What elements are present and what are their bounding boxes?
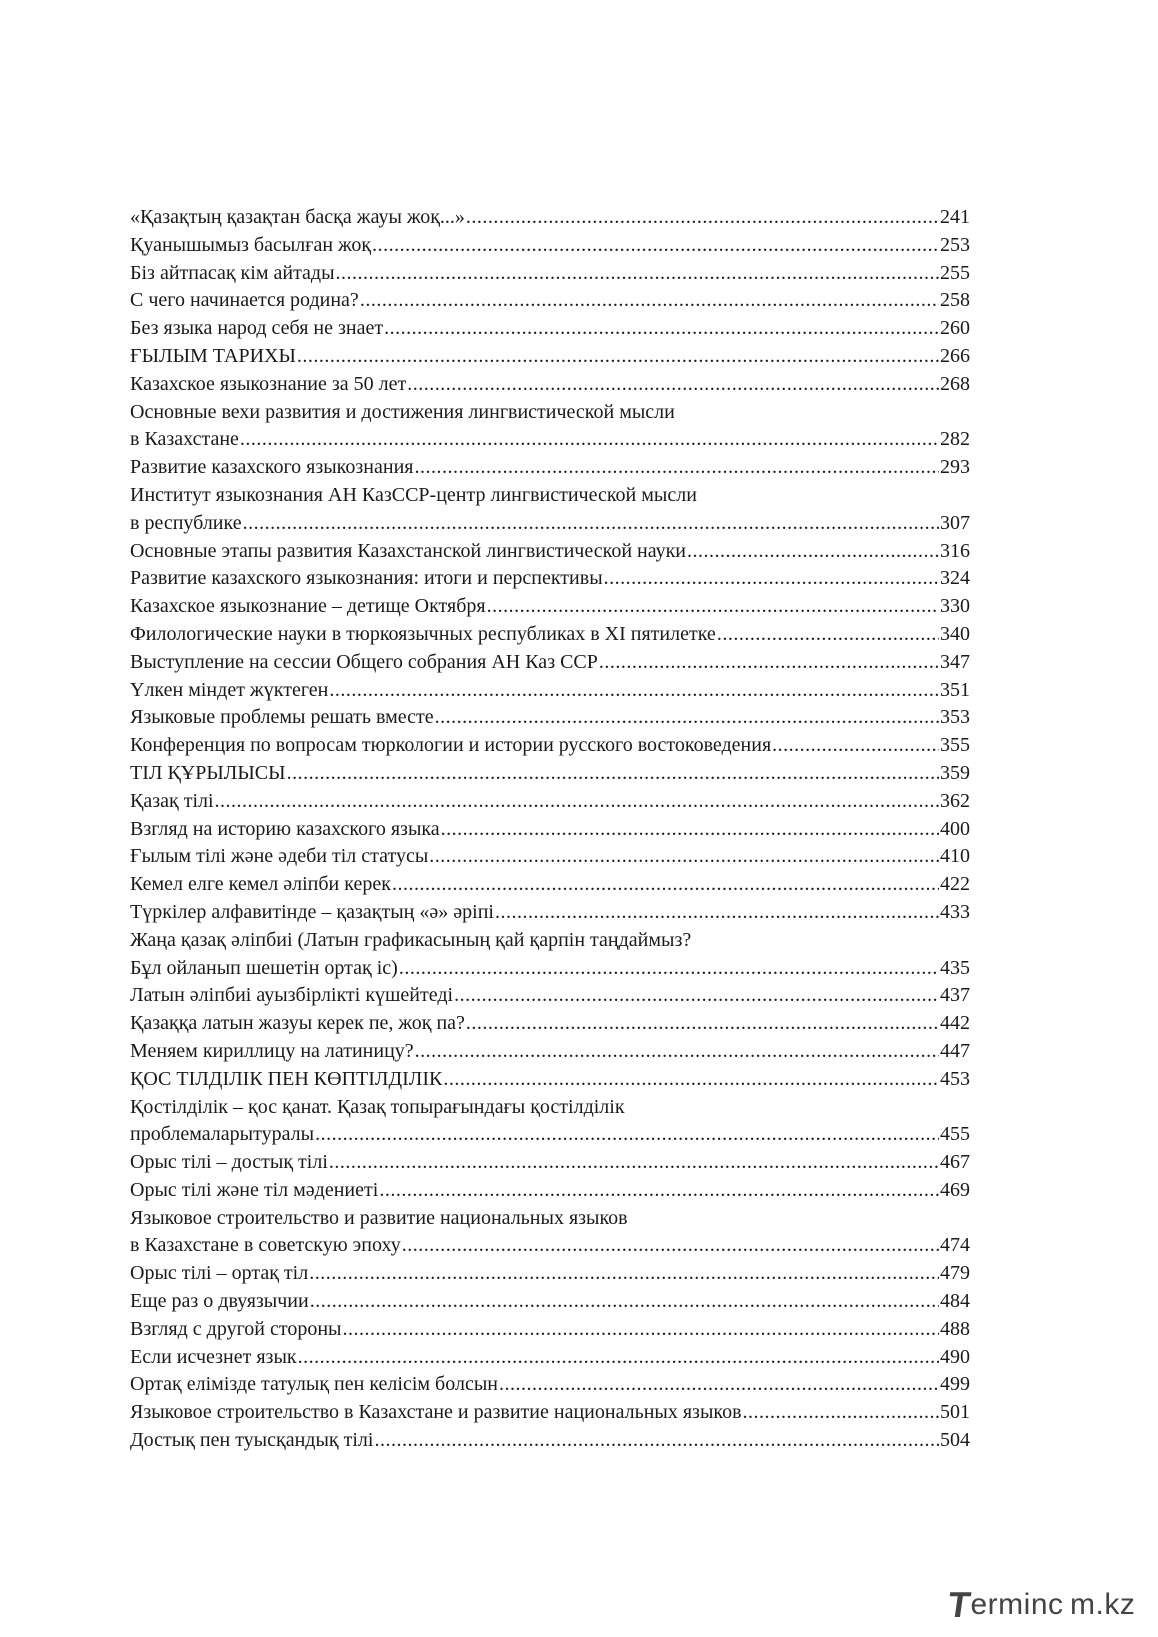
dot-leader [336, 260, 939, 288]
toc-entry [130, 677, 970, 705]
dot-leader [310, 1288, 939, 1316]
toc-entry-title: Орыс тілі – ортақ тіл [130, 1262, 309, 1285]
toc-entry-page: 469 [940, 1178, 970, 1201]
toc-entry-title: Основные вехи развития и достижения лингвистической мысли [130, 400, 675, 423]
toc-entry [130, 315, 970, 343]
dot-leader [329, 1149, 939, 1177]
dot-leader [215, 788, 939, 816]
toc-entry-page: 474 [940, 1234, 970, 1257]
toc-entry-title: Казахское языкознание – детище Октября [130, 595, 486, 618]
toc-entry-page: 435 [940, 956, 970, 979]
toc-entry-page: 351 [940, 678, 970, 701]
toc-entry-page: 433 [940, 900, 970, 923]
toc-entry-page: 266 [940, 344, 970, 367]
toc-entry [130, 565, 970, 593]
toc-entry-title: ҚОС ТІЛДІЛІК ПЕН КӨПТІЛДІЛІК [130, 1067, 443, 1090]
toc-entry-page: 362 [940, 789, 970, 812]
toc-entry [130, 788, 970, 816]
toc-entry [130, 1205, 970, 1233]
toc-entry-title: Конференция по вопросам тюркологии и истории русского востоковедения [130, 734, 772, 757]
toc-entry-page: 410 [940, 845, 970, 868]
toc-entry-page: 479 [940, 1262, 970, 1285]
toc-entry-title: Языковые проблемы решать вместе [130, 706, 434, 729]
termincom-logo [945, 1584, 1136, 1625]
toc-entry [130, 899, 970, 927]
toc-entry [130, 816, 970, 844]
toc-entry [130, 260, 970, 288]
toc-entry-title: Кемел елге кемел әліпби керек [130, 873, 391, 896]
toc-entry-title: Филологические науки в тюркоязычных республиках в XI пятилетке [130, 622, 716, 645]
toc-entry [130, 426, 970, 454]
dot-leader [495, 899, 939, 927]
toc-entry [130, 510, 970, 538]
toc-entry-title: С чего начинается родина? [130, 289, 359, 312]
toc-entry [130, 454, 970, 482]
toc-entry-title: в республике [130, 511, 242, 534]
table-of-contents [130, 204, 970, 1455]
dot-leader [309, 1260, 939, 1288]
dot-leader [374, 1427, 939, 1455]
toc-entry-title: Ғылым тілі және әдеби тіл статусы [130, 845, 429, 868]
toc-entry-page: 504 [940, 1429, 970, 1452]
toc-entry-title: Қазақ тілі [130, 789, 214, 812]
toc-entry-title: Бұл ойланып шешетін ортақ іс) [130, 956, 398, 979]
toc-entry-title: Выступление на сессии Общего собрания АН Каз ССР [130, 650, 598, 673]
toc-entry [130, 1066, 970, 1094]
toc-entry-page: 467 [940, 1151, 970, 1174]
toc-entry [130, 593, 970, 621]
toc-entry [130, 927, 970, 955]
toc-entry-title: Взгляд на историю казахского языка [130, 817, 440, 840]
logo-text: erminc m.kz [970, 1588, 1136, 1621]
toc-entry-page: 260 [940, 317, 970, 340]
toc-entry-page: 241 [940, 206, 970, 228]
dot-leader [392, 871, 939, 899]
toc-entry [130, 232, 970, 260]
toc-entry [130, 1399, 970, 1427]
toc-entry [130, 371, 970, 399]
toc-entry-title: Латын әліпбиі ауызбірлікті күшейтеді [130, 984, 454, 1007]
dot-leader [443, 1066, 939, 1094]
toc-entry [130, 955, 970, 983]
toc-entry-title: Қуанышымыз басылған жоқ [130, 233, 372, 256]
toc-entry-title: Казахское языкознание за 50 лет [130, 372, 407, 395]
toc-entry-page: 255 [940, 261, 970, 284]
toc-entry-title: Ортақ елімізде татулық пен келісім болсын [130, 1373, 498, 1396]
dot-leader [379, 1177, 939, 1205]
toc-entry-page: 447 [940, 1039, 970, 1062]
toc-entry-title: Взгляд с другой стороны [130, 1317, 342, 1340]
toc-entry-title: Языковое строительство и развитие национальных языков [130, 1206, 628, 1229]
dot-leader [499, 1371, 939, 1399]
toc-entry-title: Орыс тілі және тіл мәдениеті [130, 1178, 379, 1201]
toc-entry-title: «Қазақтың қазақтан басқа жауы жоқ...» [130, 206, 465, 228]
toc-entry [130, 1316, 970, 1344]
dot-leader [454, 982, 939, 1010]
toc-entry-title: в Казахстане [130, 428, 239, 451]
toc-entry [130, 1344, 970, 1372]
dot-leader [604, 565, 939, 593]
toc-entry-title: Үлкен міндет жүктеген [130, 678, 329, 701]
toc-entry-title: Развитие казахского языкознания: итоги и перспективы [130, 567, 603, 590]
dot-leader [772, 732, 939, 760]
toc-entry [130, 1094, 970, 1122]
toc-entry-page: 307 [940, 511, 970, 534]
toc-entry-page: 293 [940, 456, 970, 479]
toc-entry [130, 343, 970, 371]
dot-leader [743, 1399, 939, 1427]
toc-entry [130, 621, 970, 649]
dot-leader [466, 1010, 939, 1038]
toc-entry-title: Меняем кириллицу на латиницу? [130, 1039, 414, 1062]
toc-entry-title: Қостілділік – қос қанат. Қазақ топырағындағы қостілділік [130, 1095, 625, 1118]
dot-leader [297, 343, 939, 371]
toc-entry-title: Если исчезнет язык [130, 1345, 297, 1368]
dot-leader [415, 1038, 939, 1066]
toc-entry-page: 488 [940, 1317, 970, 1340]
toc-entry-title: Институт языкознания АН КазССР-центр лингвистической мысли [130, 483, 697, 506]
toc-entry [130, 399, 970, 427]
toc-entry-page: 453 [940, 1067, 970, 1090]
toc-entry [130, 760, 970, 788]
dot-leader [298, 1344, 939, 1372]
toc-entry [130, 1177, 970, 1205]
toc-entry-page: 437 [940, 984, 970, 1007]
logo-letter: T [945, 1584, 974, 1625]
dot-leader [287, 760, 939, 788]
toc-entry [130, 538, 970, 566]
toc-entry-page: 330 [940, 595, 970, 618]
toc-entry-title: Қазаққа латын жазуы керек пе, жоқ па? [130, 1012, 465, 1035]
toc-entry-page: 353 [940, 706, 970, 729]
dot-leader [599, 649, 939, 677]
toc-entry-title: в Казахстане в советскую эпоху [130, 1234, 401, 1257]
toc-entry-page: 324 [940, 567, 970, 590]
toc-entry [130, 704, 970, 732]
toc-entry-page: 499 [940, 1373, 970, 1396]
dot-leader [315, 1121, 939, 1149]
toc-entry-title: Языковое строительство в Казахстане и развитие национальных языков [130, 1401, 742, 1424]
toc-entry-title: Без языка народ себя не знает [130, 317, 384, 340]
dot-leader [342, 1316, 939, 1344]
toc-entry-title: ТІЛ ҚҰРЫЛЫСЫ [130, 761, 286, 784]
dot-leader [329, 677, 939, 705]
dot-leader [687, 538, 939, 566]
toc-entry [130, 1010, 970, 1038]
toc-entry [130, 1038, 970, 1066]
toc-entry [130, 1121, 970, 1149]
dot-leader [441, 816, 939, 844]
toc-entry-title: Түркілер алфавитінде – қазақтың «ә» әріпі [130, 900, 494, 923]
toc-entry [130, 1288, 970, 1316]
dot-leader [384, 315, 939, 343]
toc-entry-title: Развитие казахского языкознания [130, 456, 414, 479]
toc-entry-page: 422 [940, 873, 970, 896]
dot-leader [360, 287, 939, 315]
toc-entry-page: 501 [940, 1401, 970, 1424]
toc-entry [130, 1371, 970, 1399]
dot-leader [372, 232, 939, 260]
dot-leader [240, 426, 939, 454]
toc-entry [130, 204, 970, 232]
toc-entry [130, 1232, 970, 1260]
toc-entry [130, 982, 970, 1010]
dot-leader [243, 510, 939, 538]
toc-entry-page: 347 [940, 650, 970, 673]
toc-entry-page: 355 [940, 734, 970, 757]
dot-leader [402, 1232, 939, 1260]
toc-entry-title: Достық пен туысқандық тілі [130, 1429, 374, 1452]
toc-entry-page: 359 [940, 761, 970, 784]
dot-leader [435, 704, 939, 732]
dot-leader [487, 593, 939, 621]
toc-entry [130, 649, 970, 677]
toc-entry-page: 490 [940, 1345, 970, 1368]
toc-entry-page: 253 [940, 233, 970, 256]
toc-entry-page: 258 [940, 289, 970, 312]
toc-entry-title: Біз айтпасақ кім айтады [130, 261, 335, 284]
toc-entry [130, 1260, 970, 1288]
dot-leader [466, 204, 939, 232]
toc-entry [130, 1149, 970, 1177]
toc-entry-page: 316 [940, 539, 970, 562]
toc-entry-title: Основные этапы развития Казахстанской лингвистической науки [130, 539, 687, 562]
toc-entry-page: 282 [940, 428, 970, 451]
dot-leader [407, 371, 939, 399]
toc-entry-title: Еще раз о двуязычии [130, 1290, 309, 1313]
toc-entry [130, 482, 970, 510]
dot-leader [399, 955, 939, 983]
toc-entry-page: 268 [940, 372, 970, 395]
dot-leader [429, 843, 939, 871]
toc-entry [130, 843, 970, 871]
toc-entry-page: 484 [940, 1290, 970, 1313]
toc-entry-page: 442 [940, 1012, 970, 1035]
toc-entry [130, 287, 970, 315]
toc-entry-title: Жаңа қазақ әліпбиі (Латын графикасының қай қарпін таңдаймыз? [130, 928, 692, 951]
toc-entry [130, 1427, 970, 1455]
toc-entry [130, 871, 970, 899]
toc-entry-title: ҒЫЛЫМ ТАРИХЫ [130, 344, 296, 367]
toc-entry-title: Орыс тілі – достық тілі [130, 1151, 328, 1174]
toc-entry-title: проблемаларытуралы [130, 1123, 315, 1146]
toc-entry-page: 340 [940, 622, 970, 645]
toc-entry [130, 732, 970, 760]
toc-entry-page: 455 [940, 1123, 970, 1146]
toc-entry-page: 400 [940, 817, 970, 840]
dot-leader [414, 454, 939, 482]
dot-leader [717, 621, 939, 649]
